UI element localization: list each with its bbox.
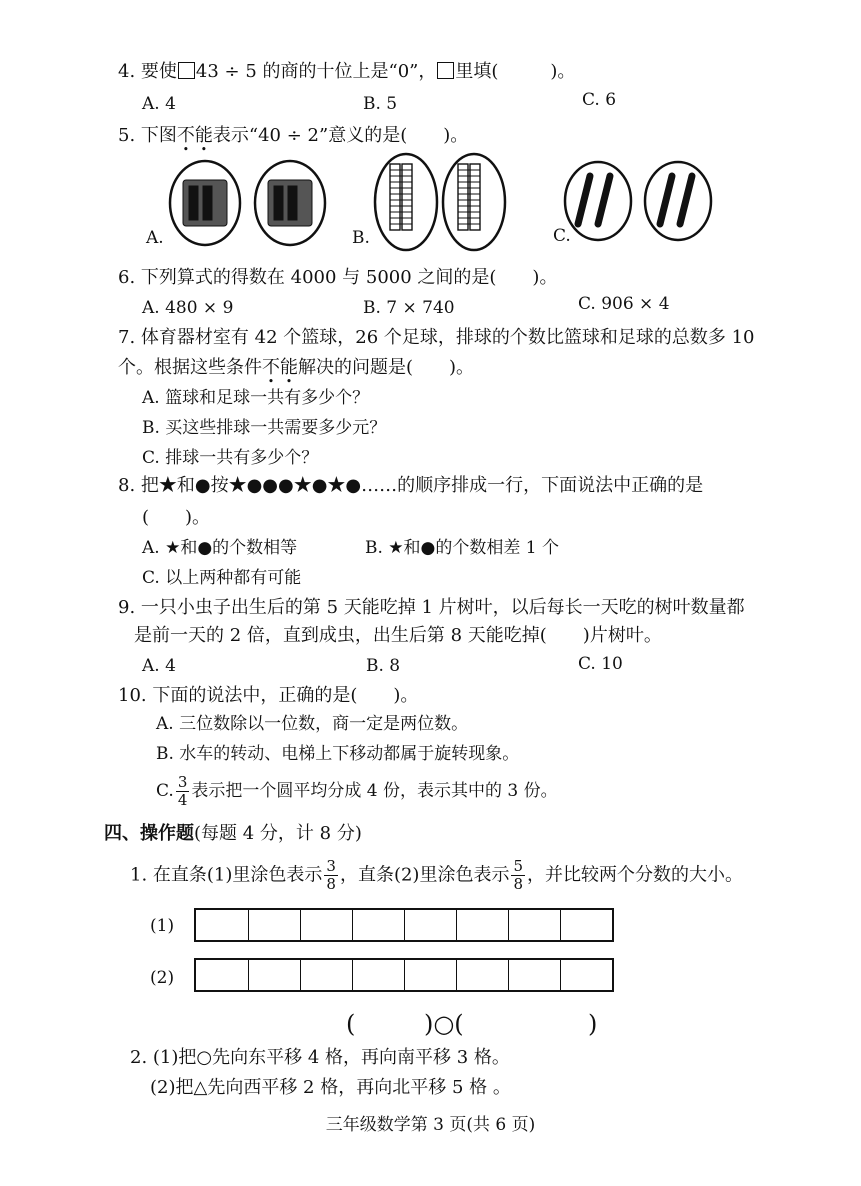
q5-stem [118,124,468,148]
strip-2-label: (2) [150,968,175,988]
q7-option-a[interactable]: A. 篮球和足球一共有多少个？ [142,388,370,408]
q5-option-a-figure [165,158,335,248]
q6-option-c[interactable]: C. 906 × 4 [578,294,670,314]
strip-2-cell[interactable] [248,960,300,990]
q10-option-c[interactable] [156,774,558,809]
q9-option-b[interactable]: B. 8 [366,656,401,676]
strip-1-cell[interactable] [300,910,352,940]
q4-stem-part: 43 ÷ 5 的商的十位上是“0”， [195,61,437,82]
fraction-denominator: 8 [513,875,523,893]
q7-option-c[interactable]: C. 排球一共有多少个？ [142,448,319,468]
q8-option-c[interactable]: C. 以上两种都有可能 [142,568,302,588]
op2-line1: 2. (1)把○先向东平移 4 格，再向南平移 3 格。 [130,1047,510,1068]
q9-option-c[interactable]: C. 10 [578,654,623,674]
q5-stem-part: 表示“40 ÷ 2”意义的是( )。 [212,125,469,146]
q4-blank-box [178,62,195,79]
strip-2-cell[interactable] [196,960,248,990]
q10-option-a[interactable]: A. 三位数除以一位数，商一定是两位数。 [156,714,469,734]
q10-option-b[interactable]: B. 水车的转动、电梯上下移动都属于旋转现象。 [156,744,520,764]
q5-option-b-figure [372,150,512,254]
q4-blank-box [437,62,454,79]
fraction-numerator: 3 [326,857,336,875]
q6-stem: 6. 下列算式的得数在 4000 与 5000 之间的是( )。 [118,267,558,288]
q5-option-b-label[interactable]: B. [352,228,370,248]
op1-fraction-1 [324,858,338,893]
q6-option-b[interactable]: B. 7 × 740 [363,298,455,318]
q10-option-c-text: 表示把一个圆平均分成 4 份，表示其中的 3 份。 [191,781,558,801]
q10-option-c-label: C. [156,781,174,801]
op1-fraction-2 [511,858,525,893]
strip-2-cell[interactable] [404,960,456,990]
q4-option-b[interactable]: B. 5 [363,94,398,114]
compare-middle[interactable]: )○( [424,1010,464,1038]
compare-right-paren[interactable]: ) [588,1010,598,1038]
q8-option-a[interactable]: A. ★和●的个数相等 [142,538,298,558]
compare-left-paren[interactable]: ( [346,1010,356,1038]
fraction-numerator: 3 [177,773,188,791]
strip-2-cell[interactable] [352,960,404,990]
strip-1-cell[interactable] [508,910,560,940]
q7-emphasis-char: 能 [280,357,298,378]
q7-stem-part: 个。根据这些条件 [118,357,262,378]
op1-stem-part: ，并比较两个分数的大小。 [527,864,743,886]
strip-1-cell[interactable] [352,910,404,940]
q8-stem-line1: 8. 把★和●按★●●●★●★●……的顺序排成一行，下面说法中正确的是 [118,475,704,496]
q7-stem-part: 解决的问题是( )。 [298,357,475,378]
section4-title: 四、操作题 [104,823,194,844]
q5-stem-part: 5. 下图 [118,125,177,146]
strip-2-cell[interactable] [300,960,352,990]
q5-option-c-label[interactable]: C. [553,226,571,246]
q7-option-b[interactable]: B. 买这些排球一共需要多少元？ [142,418,387,438]
q7-stem-line2 [118,356,474,380]
strip-1-cell[interactable] [456,910,508,940]
q4-option-c[interactable]: C. 6 [582,90,617,110]
q6-option-a[interactable]: A. 480 × 9 [142,298,234,318]
q9-stem-line2: 是前一天的 2 倍，直到成虫，出生后第 8 天能吃掉( )片树叶。 [134,625,662,646]
fraction-denominator: 4 [177,791,188,809]
q9-option-a[interactable]: A. 4 [142,656,176,676]
strip-2-cell[interactable] [560,960,612,990]
fraction-numerator: 5 [513,857,523,875]
q8-stem-line2: ( )。 [142,507,211,528]
op1-stem-part: 1. 在直条(1)里涂色表示 [130,864,323,886]
q7-emphasis-char: 不 [262,357,280,378]
q10-fraction [176,774,190,809]
strip-2-cell[interactable] [456,960,508,990]
op1-stem [130,858,743,893]
strip-2[interactable] [194,958,614,992]
op1-stem-part: ，直条(2)里涂色表示 [339,864,510,886]
q5-emphasis-char: 能 [194,125,213,146]
q4-option-a[interactable]: A. 4 [142,94,176,114]
section4-note: (每题 4 分，计 8 分) [194,823,362,844]
q5-emphasis-char: 不 [176,125,195,146]
q4-stem-part: )。 [550,61,576,82]
q8-option-b[interactable]: B. ★和●的个数相差 1 个 [365,538,559,558]
strip-1-cell[interactable] [560,910,612,940]
strip-1-cell[interactable] [404,910,456,940]
strip-1-label: (1) [150,916,175,936]
strip-1[interactable] [194,908,614,942]
q5-option-a-label[interactable]: A. [146,228,164,248]
q9-stem-line1: 9. 一只小虫子出生后的第 5 天能吃掉 1 片树叶，以后每长一天吃的树叶数量都 [118,597,745,618]
q4-stem [118,60,575,84]
q7-stem-line1: 7. 体育器材室有 42 个篮球，26 个足球，排球的个数比篮球和足球的总数多 10 [118,327,755,348]
strip-1-cell[interactable] [196,910,248,940]
strip-1-cell[interactable] [248,910,300,940]
page-footer: 三年级数学第 3 页(共 6 页) [325,1115,536,1135]
q5-option-c-figure [560,158,720,244]
q4-stem-part: 4. 要使 [118,61,177,82]
q10-stem: 10. 下面的说法中，正确的是( )。 [118,685,419,706]
fraction-denominator: 8 [326,875,336,893]
strip-2-cell[interactable] [508,960,560,990]
section4-heading [104,822,362,846]
op2-line2: (2)把△先向西平移 2 格，再向北平移 5 格 。 [150,1077,511,1098]
q4-stem-part: 里填( [455,61,499,82]
